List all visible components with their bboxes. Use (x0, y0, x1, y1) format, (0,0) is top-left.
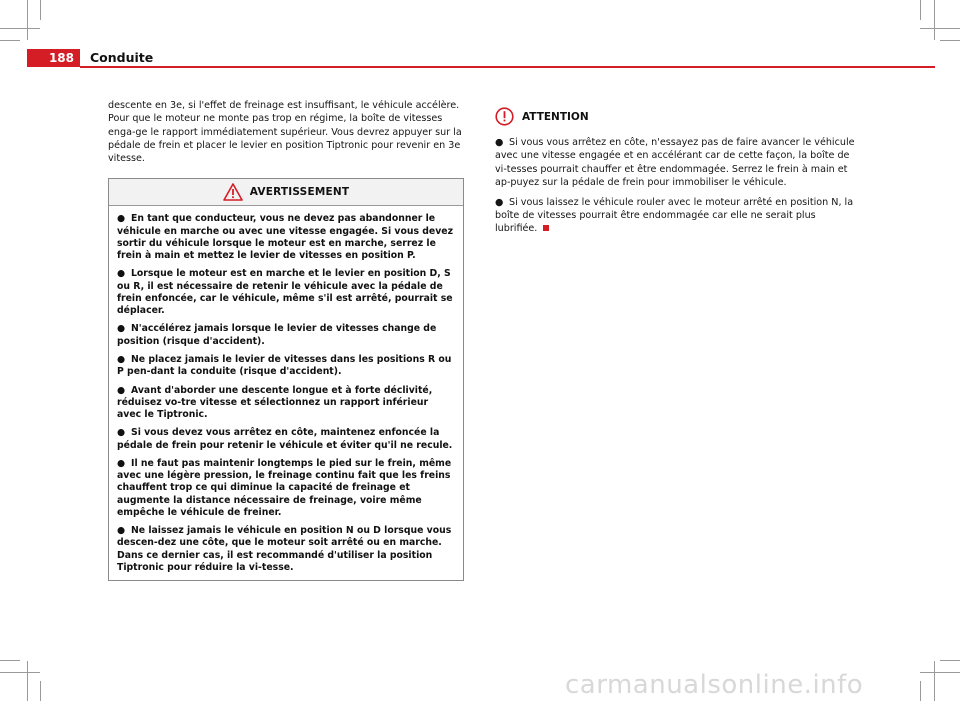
crop-mark (940, 40, 960, 41)
crop-mark (920, 0, 921, 20)
bullet: ● (117, 323, 126, 335)
page-number: 188 (27, 49, 80, 67)
crop-mark (920, 672, 960, 673)
bullet: ● (117, 268, 126, 280)
watermark: carmanualsonline.info (565, 670, 864, 700)
chapter-title: Conduite (90, 50, 154, 65)
crop-mark (940, 660, 960, 661)
crop-mark (40, 0, 41, 20)
bullet: ● (117, 213, 126, 225)
warning-item: ● Ne laissez jamais le véhicule en position N ou D lorsque vous descen-dez une côte, que le moteur soit arrêté ou en marche. Dans ce dernier cas, il est recommandé d'utiliser la position Tiptronic pour réduire la vi-tesse. (117, 525, 452, 573)
left-column (108, 99, 464, 581)
warning-body (109, 206, 463, 580)
crop-mark (934, 0, 935, 40)
warning-item: ● Avant d'aborder une descente longue et à forte déclivité, réduisez vo-tre vitesse et sélectionnez un rapport inférieur avec le Tiptronic. (117, 384, 433, 421)
bullet: ● (495, 137, 504, 148)
crop-mark (920, 28, 960, 29)
bullet: ● (117, 458, 126, 470)
warning-header (109, 179, 463, 206)
crop-mark (27, 661, 28, 701)
crop-mark (0, 28, 40, 29)
warning-triangle-icon (223, 183, 243, 201)
exclamation-circle-icon (495, 107, 514, 126)
warning-item: ● Si vous devez vous arrêtez en côte, maintenez enfoncée la pédale de frein pour retenir le véhicule et éviter qu'il ne recule. (117, 427, 453, 451)
warning-item: ● Ne placez jamais le levier de vitesses dans les positions R ou P pen-dant la conduite (risque d'accident). (117, 354, 452, 378)
attention-item: ● Si vous laissez le véhicule rouler avec le moteur arrêté en position N, la boîte de vitesses pourrait être endommagée car elle ne serait plus lubrifiée. (495, 196, 854, 235)
end-of-section-square-icon (543, 225, 549, 231)
attention-title: ATTENTION (522, 110, 589, 123)
crop-mark (934, 661, 935, 701)
warning-title: AVERTISSEMENT (249, 186, 350, 199)
crop-mark (920, 681, 921, 701)
attention-item: ● Si vous vous arrêtez en côte, n'essayez pas de faire avancer le véhicule avec une vitesse engagée et en accélérant car de cette façon, la boîte de vi-tesses pourrait chauffer et être endommagée. Serrez le frein à main et ap-puyez sur la pédale de frein pour immobiliser le véhicule. (495, 137, 855, 188)
warning-item: ● Il ne faut pas maintenir longtemps le pied sur le frein, même avec une légère pression, le freinage continu fait que les freins chauffent trop ce qui diminue la capacité de freinage et augmente la distance nécessaire de freinage, voire même empêche le véhicule de freiner. (117, 458, 452, 518)
right-column (495, 107, 855, 242)
bullet: ● (117, 427, 126, 439)
header-rule (80, 66, 935, 68)
bullet: ● (117, 354, 126, 366)
warning-item: ● N'accélérez jamais lorsque le levier de vitesses change de position (risque d'accident). (117, 323, 437, 347)
crop-mark (0, 40, 20, 41)
warning-box (108, 178, 464, 581)
crop-mark (0, 672, 40, 673)
crop-mark (40, 681, 41, 701)
attention-header (495, 107, 855, 126)
warning-item: ● Lorsque le moteur est en marche et le levier en position D, S ou R, il est nécessaire de retenir le véhicule avec la pédale de frein enfoncée, car le véhicule, même s'il est arrêté, pourrait se déplacer. (117, 268, 453, 317)
bullet: ● (117, 384, 126, 396)
warning-item: ● En tant que conducteur, vous ne devez pas abandonner le véhicule en marche ou avec une vitesse engagée. Si vous devez sortir du véhicule lorsque le moteur est en marche, serrez le frein à main et mettez le levier de vitesses en position P. (117, 213, 453, 262)
bullet: ● (117, 525, 126, 537)
bullet: ● (495, 196, 504, 208)
crop-mark (27, 0, 28, 40)
crop-mark (0, 660, 20, 661)
intro-paragraph: descente en 3e, si l'effet de freinage est insuffisant, le véhicule accélère. Pour que le moteur ne monte pas trop en régime, la boîte de vitesses enga-ge le rapport immédiatement supérieur. Vous devrez appuyer sur la pédale de frein et placer le levier en position Tiptronic pour revenir en 3e vitesse. (108, 100, 462, 165)
